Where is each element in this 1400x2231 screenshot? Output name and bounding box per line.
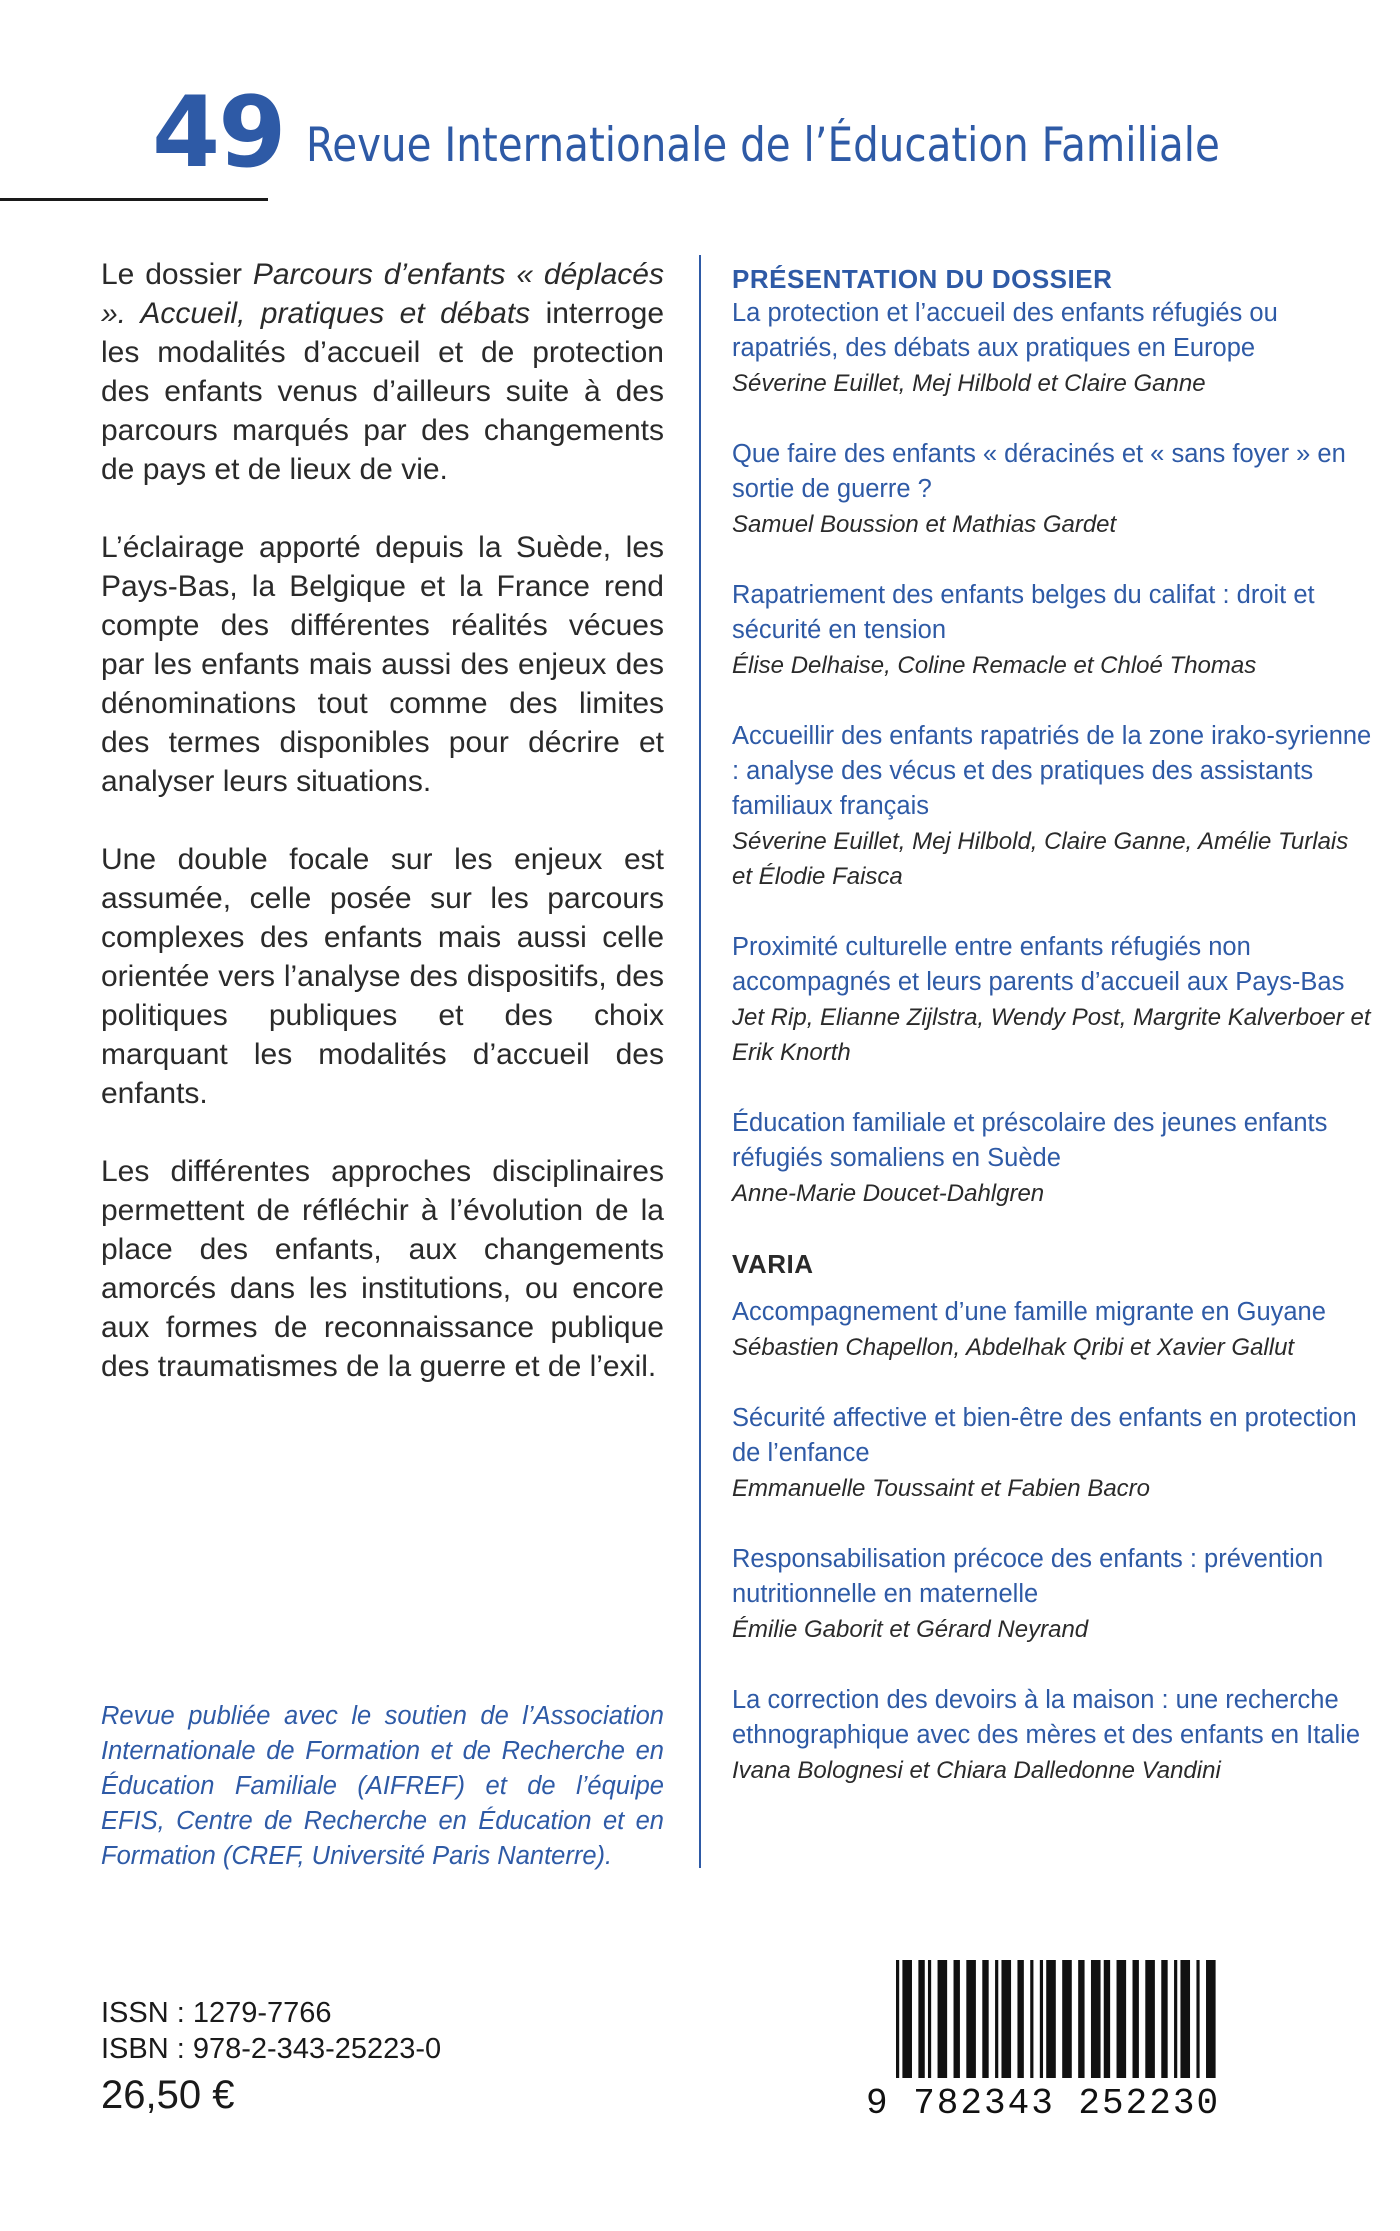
barcode-bar: [1180, 1960, 1190, 2078]
toc-entry-title: Éducation familiale et préscolaire des jeunes enfants réfugiés somaliens en Suède: [732, 1109, 1328, 1172]
toc-entry: [732, 1106, 1372, 1211]
price: 26,50 €: [101, 2073, 235, 2117]
toc-entry-authors: Émilie Gaborit et Gérard Neyrand: [732, 1616, 1089, 1643]
barcode-bar: [1196, 1960, 1199, 2078]
varia-heading: VARIA: [732, 1249, 814, 1279]
toc-entry-title: La protection et l’accueil des enfants réfugiés ou rapatriés, des débats aux pratiques en Europe: [732, 299, 1278, 362]
dossier-list: [732, 296, 1372, 1211]
toc-entry-authors: Séverine Euillet, Mej Hilbold, Claire Ganne, Amélie Turlais et Élodie Faisca: [732, 828, 1349, 890]
toc-entry-title: Responsabilisation précoce des enfants : prévention nutritionnelle en maternelle: [732, 1545, 1324, 1608]
barcode: [866, 1960, 1222, 2130]
cover-header: [0, 78, 1400, 208]
toc-entry: [732, 296, 1372, 401]
dossier-title-italic: Parcours d’enfants « déplacés ». Accueil, pratiques et débats: [101, 258, 664, 330]
barcode-bar: [1161, 1960, 1167, 2078]
barcode-bar: [1206, 1960, 1216, 2078]
barcode-bar: [918, 1960, 924, 2078]
toc-entry-title: Accueillir des enfants rapatriés de la zone irako-syrienne : analyse des vécus et des pratiques des assistants familiaux français: [732, 722, 1372, 820]
intro-paragraph-2: L’éclairage apporté depuis la Suède, les Pays-Bas, la Belgique et la France rend compte des différentes réalités vécues par les enfants mais aussi des enjeux des dénominations tout comme des limites des termes disponibles pour décrire et analyser leurs situations.: [101, 531, 664, 798]
toc-entry: [732, 437, 1372, 542]
toc-entry-authors: Jet Rip, Elianne Zijlstra, Wendy Post, Margrite Kalverboer et Erik Knorth: [732, 1004, 1371, 1066]
toc-entry: [732, 930, 1372, 1070]
toc-entry-authors: Sébastien Chapellon, Abdelhak Qribi et Xavier Gallut: [732, 1334, 1295, 1361]
barcode-bar: [995, 1960, 998, 2078]
barcode-bar: [1174, 1960, 1177, 2078]
intro-p1-rest: interroge les modalités d’accueil et de protection des enfants venus d’ailleurs suite à des parcours marqués par des changements de pays et de lieux de vie.: [101, 297, 665, 486]
barcode-bar: [1030, 1960, 1033, 2078]
table-of-contents: [732, 262, 1372, 1824]
toc-entry-title: Accompagnement d’une famille migrante en Guyane: [732, 1298, 1326, 1326]
toc-entry-authors: Emmanuelle Toussaint et Fabien Bacro: [732, 1475, 1151, 1502]
barcode-bar: [982, 1960, 988, 2078]
toc-entry-authors: Ivana Bolognesi et Chiara Dalledonne Vandini: [732, 1757, 1221, 1784]
publication-meta: [101, 1995, 441, 2121]
barcode-bar: [1117, 1960, 1127, 2078]
toc-entry-title: Que faire des enfants « déracinés et « sans foyer » en sortie de guerre ?: [732, 440, 1346, 503]
isbn: ISBN : 978-2-343-25223-0: [101, 2033, 442, 2065]
barcode-bar: [1062, 1960, 1072, 2078]
toc-entry-authors: Samuel Boussion et Mathias Gardet: [732, 511, 1117, 538]
barcode-bar: [928, 1960, 931, 2078]
intro-paragraph-4: Les différentes approches disciplinaires permettent de réfléchir à l’évolution de la place des enfants, aux changements amorcés dans les institutions, ou encore aux formes de reconnaissance publique des traumatismes de la guerre et de l’exil.: [101, 1155, 664, 1383]
barcode-bar: [1133, 1960, 1139, 2078]
toc-entry-title: Rapatriement des enfants belges du califat : droit et sécurité en tension: [732, 581, 1315, 644]
barcode-bar: [1017, 1960, 1023, 2078]
toc-entry: [732, 1401, 1372, 1506]
toc-entry: [732, 719, 1372, 894]
intro-text: [101, 255, 664, 1425]
barcode-bar: [1078, 1960, 1084, 2078]
support-note: Revue publiée avec le soutien de l’Association Internationale de Formation et de Recherche en Éducation Familiale (AIFREF) et de l’équipe EFIS, Centre de Recherche en Éducation et en Formation (CREF, Université Paris Nanterre).: [101, 1702, 664, 1870]
toc-entry: [732, 1542, 1372, 1647]
varia-list: [732, 1295, 1372, 1788]
header-rule: [0, 198, 268, 201]
barcode-bar: [1104, 1960, 1110, 2078]
toc-entry-authors: Élise Delhaise, Coline Remacle et Chloé Thomas: [732, 652, 1257, 679]
issue-number: 49: [152, 76, 285, 190]
barcode-bar: [1001, 1960, 1011, 2078]
barcode-bar: [1046, 1960, 1056, 2078]
barcode-bar: [1040, 1960, 1043, 2078]
toc-entry-authors: Séverine Euillet, Mej Hilbold et Claire Ganne: [732, 370, 1206, 397]
toc-entry-authors: Anne-Marie Doucet-Dahlgren: [732, 1180, 1045, 1207]
toc-entry: [732, 1295, 1372, 1365]
toc-entry-title: La correction des devoirs à la maison : une recherche ethnographique avec des mères et des enfants en Italie: [732, 1686, 1360, 1749]
barcode-bar: [938, 1960, 948, 2078]
column-divider: [699, 255, 701, 1868]
toc-entry-title: Proximité culturelle entre enfants réfugiés non accompagnés et leurs parents d’accueil aux Pays-Bas: [732, 933, 1345, 996]
barcode-bars: [896, 1960, 1222, 2078]
toc-entry: [732, 1683, 1372, 1788]
toc-entry: [732, 578, 1372, 683]
barcode-digits: 9 782343 252230: [866, 2083, 1221, 2124]
journal-title: Revue Internationale de l’Éducation Familiale: [306, 118, 1220, 173]
barcode-bar: [966, 1960, 976, 2078]
intro-p1-lead: Le dossier: [101, 258, 253, 291]
toc-entry-title: Sécurité affective et bien-être des enfants en protection de l’enfance: [732, 1404, 1357, 1467]
intro-paragraph-1: [101, 255, 664, 489]
intro-paragraph-3: Une double focale sur les enjeux est assumée, celle posée sur les parcours complexes des enfants mais aussi celle orientée vers l’analyse des dispositifs, des politiques publiques et des choix marquant les modalités d’accueil des enfants.: [101, 843, 664, 1110]
issn: ISSN : 1279-7766: [101, 1997, 332, 2029]
barcode-bar: [1091, 1960, 1101, 2078]
barcode-bar: [902, 1960, 912, 2078]
barcode-bar: [954, 1960, 960, 2078]
dossier-heading: PRÉSENTATION DU DOSSIER: [732, 264, 1113, 294]
barcode-bar: [896, 1960, 899, 2078]
barcode-bar: [1145, 1960, 1155, 2078]
